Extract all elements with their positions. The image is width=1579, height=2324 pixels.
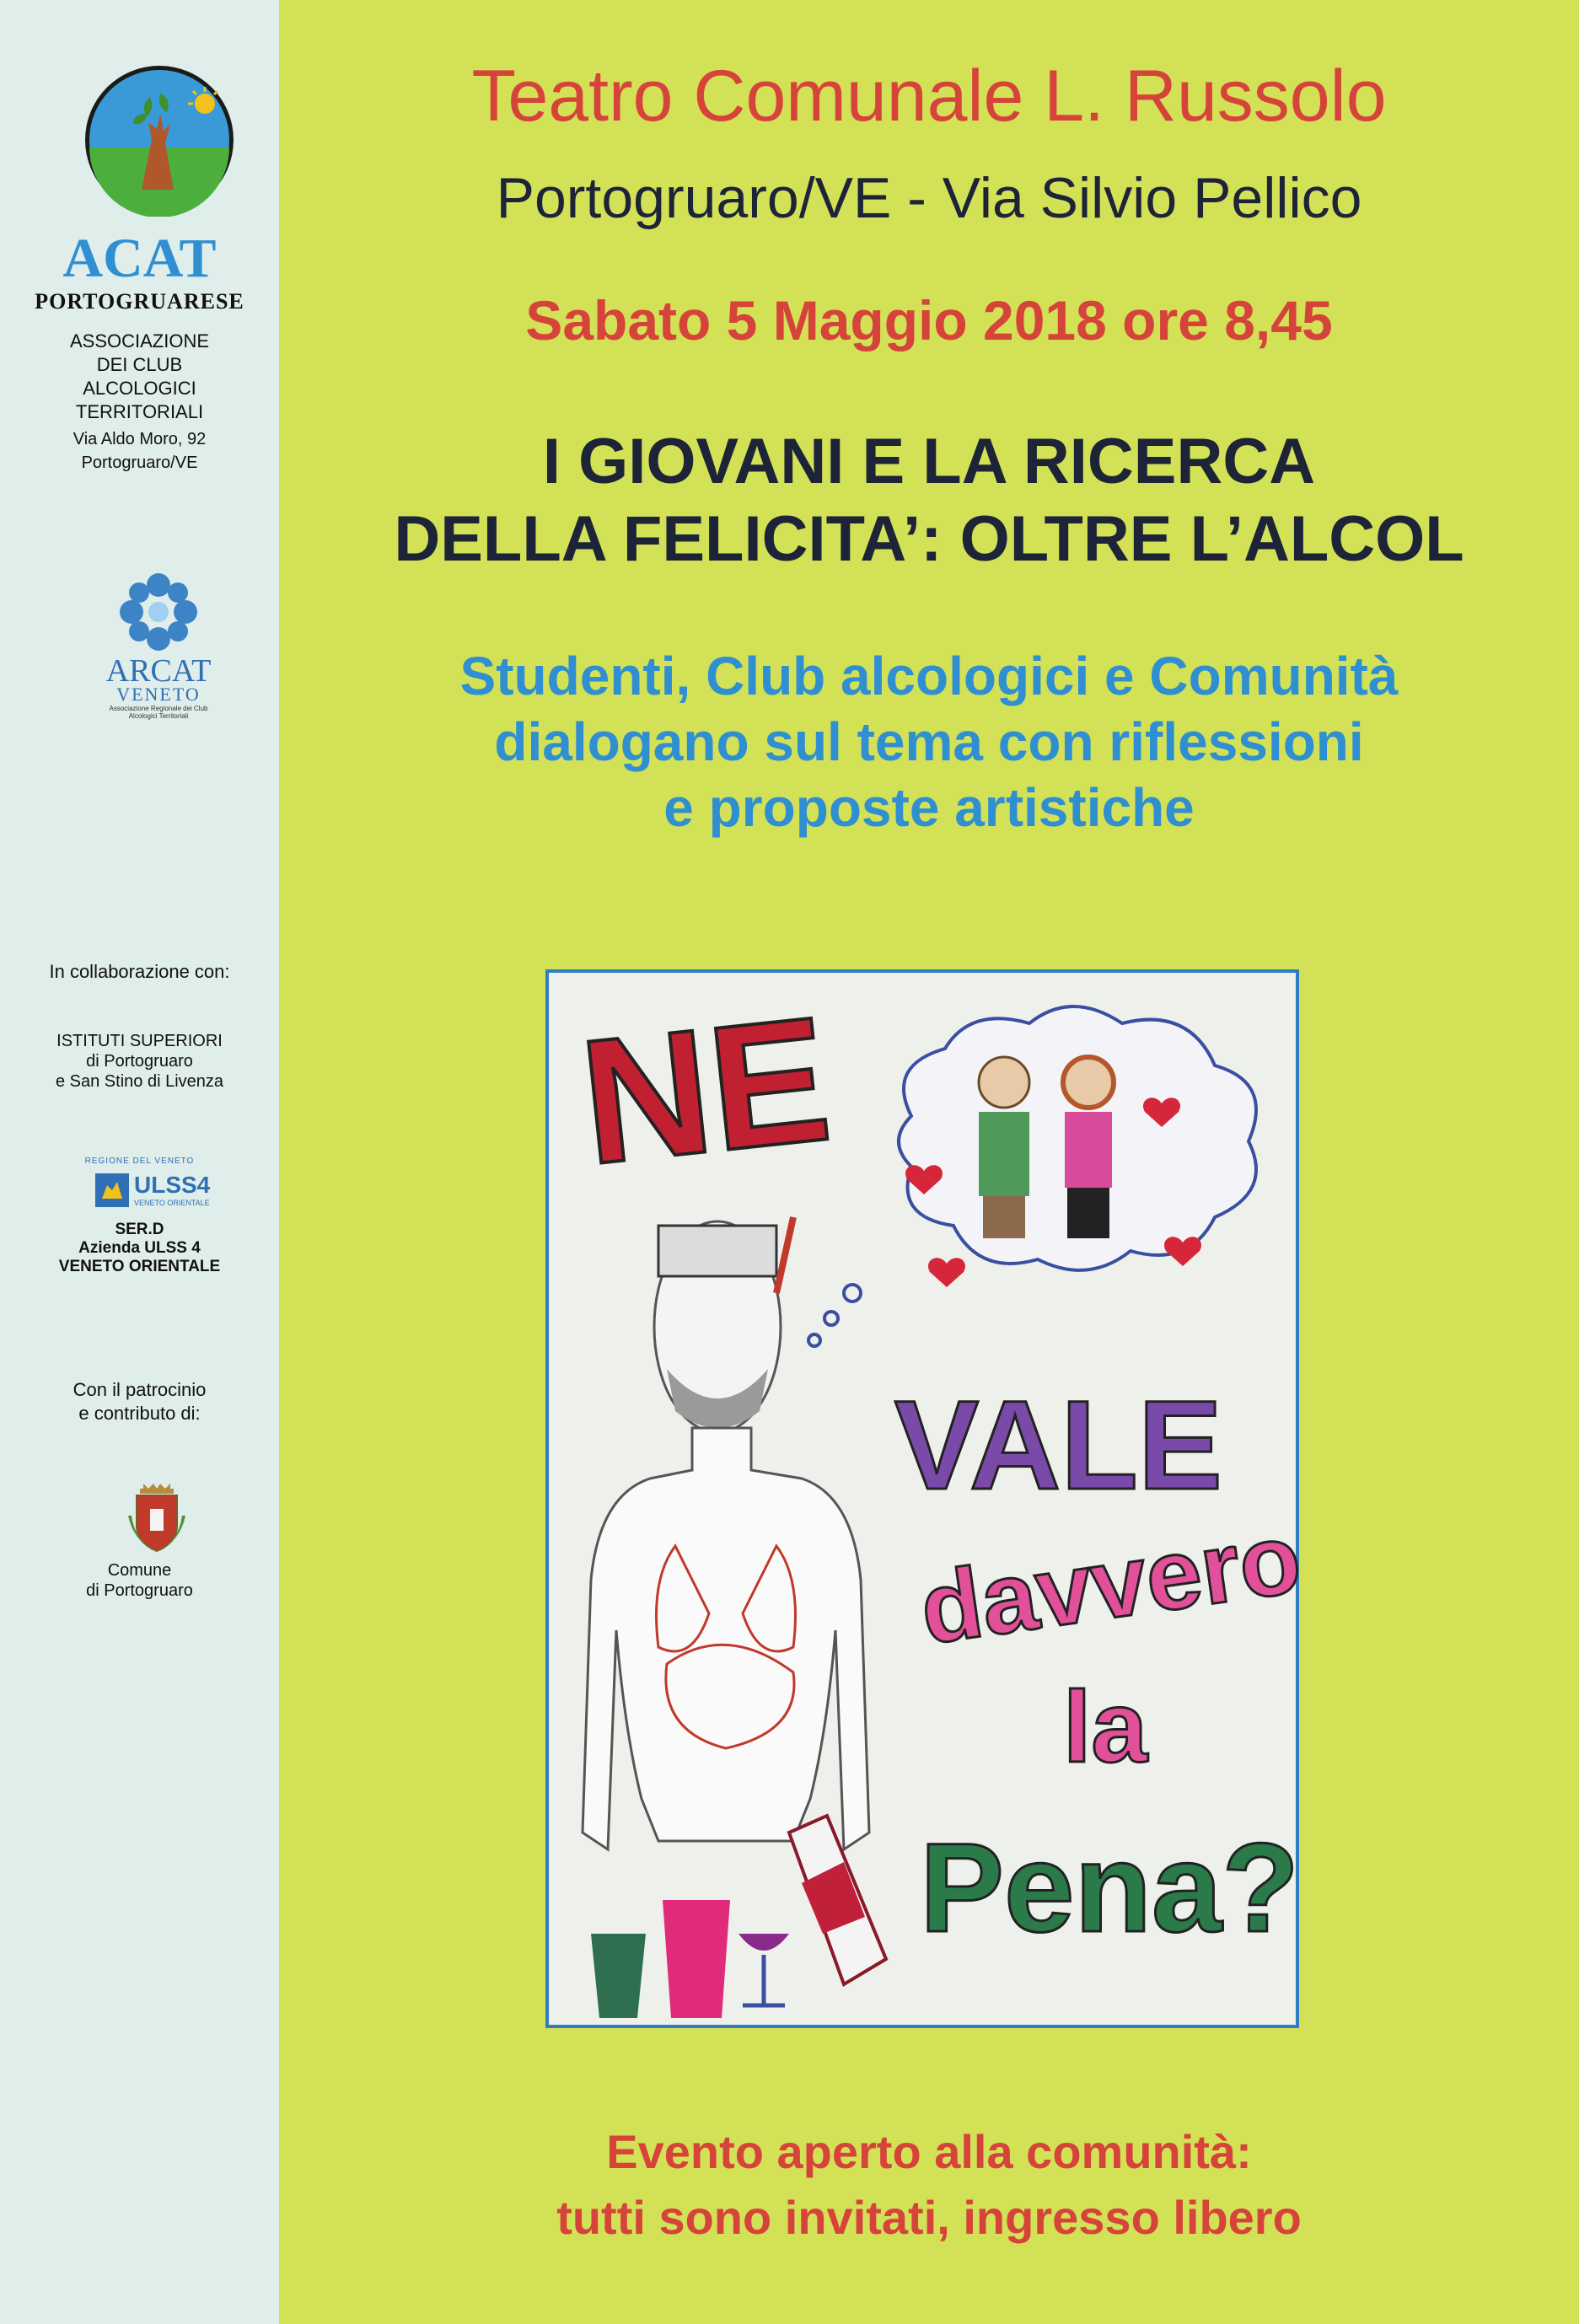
schools-line-2: di Portogruaro — [86, 1052, 193, 1071]
acat-logo-icon — [83, 63, 236, 217]
patronage-line-2: e contributo di: — [78, 1403, 201, 1424]
arcat-region: VENETO — [116, 684, 201, 705]
acat-subname: PORTOGRUARESE — [35, 289, 244, 314]
poster-word-davvero: davvero — [914, 1502, 1308, 1666]
acat-name: ACAT — [62, 228, 217, 289]
comune-line-2: di Portogruaro — [86, 1581, 193, 1600]
subtitle-line-2: dialogano sul tema con riflessioni — [494, 711, 1364, 772]
event-title-line-1: I GIOVANI E LA RICERCA — [542, 426, 1316, 497]
subtitle-line-3: e proposte artistiche — [663, 777, 1195, 838]
acat-address: Via Aldo Moro, 92 — [73, 430, 207, 448]
lion-icon — [95, 1173, 129, 1207]
schools-line-1: ISTITUTI SUPERIORI — [56, 1032, 223, 1050]
ulss-line-2: Azienda ULSS 4 — [78, 1239, 201, 1257]
poster-word-pena: Pena? — [920, 1817, 1300, 1958]
event-title-line-2: DELLA FELICITA’: OLTRE L’ALCOL — [394, 503, 1464, 575]
ulss-logo-text: ULSS4 — [134, 1172, 211, 1198]
patronage-line-1: Con il patrocinio — [73, 1379, 207, 1400]
ulss-line-1: SER.D — [115, 1221, 164, 1238]
acat-line-2: DEI CLUB — [96, 354, 183, 375]
ulss-line-3: VENETO ORIENTALE — [58, 1258, 221, 1275]
subtitle-line-1: Studenti, Club alcologici e Comunità — [459, 646, 1399, 706]
arcat-description: Associazione Regionale dei Club Alcologici Territoriali — [109, 705, 208, 720]
acat-line-1: ASSOCIAZIONE — [69, 330, 210, 352]
collaboration-label: In collaborazione con: — [49, 961, 230, 982]
arcat-logo — [95, 570, 222, 722]
comune-line-1: Comune — [107, 1561, 172, 1580]
comune-crest-icon — [126, 1482, 187, 1554]
poster-word-ne: NE — [572, 979, 839, 1202]
arcat-name: ARCAT — [105, 653, 212, 689]
venue-title: Teatro Comunale L. Russolo — [471, 56, 1387, 137]
footer-line-1: Evento aperto alla comunità: — [606, 2125, 1252, 2178]
poster-word-la: la — [1063, 1671, 1148, 1784]
ulss-region: REGIONE DEL VENETO — [84, 1157, 195, 1166]
venue-address: Portogruaro/VE - Via Silvio Pellico — [496, 166, 1362, 230]
poster-artwork — [545, 969, 1308, 2028]
event-date: Sabato 5 Maggio 2018 ore 8,45 — [525, 289, 1333, 352]
flower-icon — [95, 570, 222, 654]
ulss-logo-subtext: VENETO ORIENTALE — [134, 1199, 210, 1207]
schools-line-3: e San Stino di Livenza — [55, 1072, 224, 1091]
acat-line-4: TERRITORIALI — [75, 401, 204, 422]
acat-city: Portogruaro/VE — [81, 454, 198, 472]
acat-line-3: ALCOLOGICI — [83, 378, 196, 399]
sidebar — [0, 0, 279, 2324]
footer-line-2: tutti sono invitati, ingresso libero — [556, 2191, 1302, 2244]
ulss-logo — [95, 1172, 211, 1212]
poster-word-vale: VALE — [894, 1374, 1222, 1516]
